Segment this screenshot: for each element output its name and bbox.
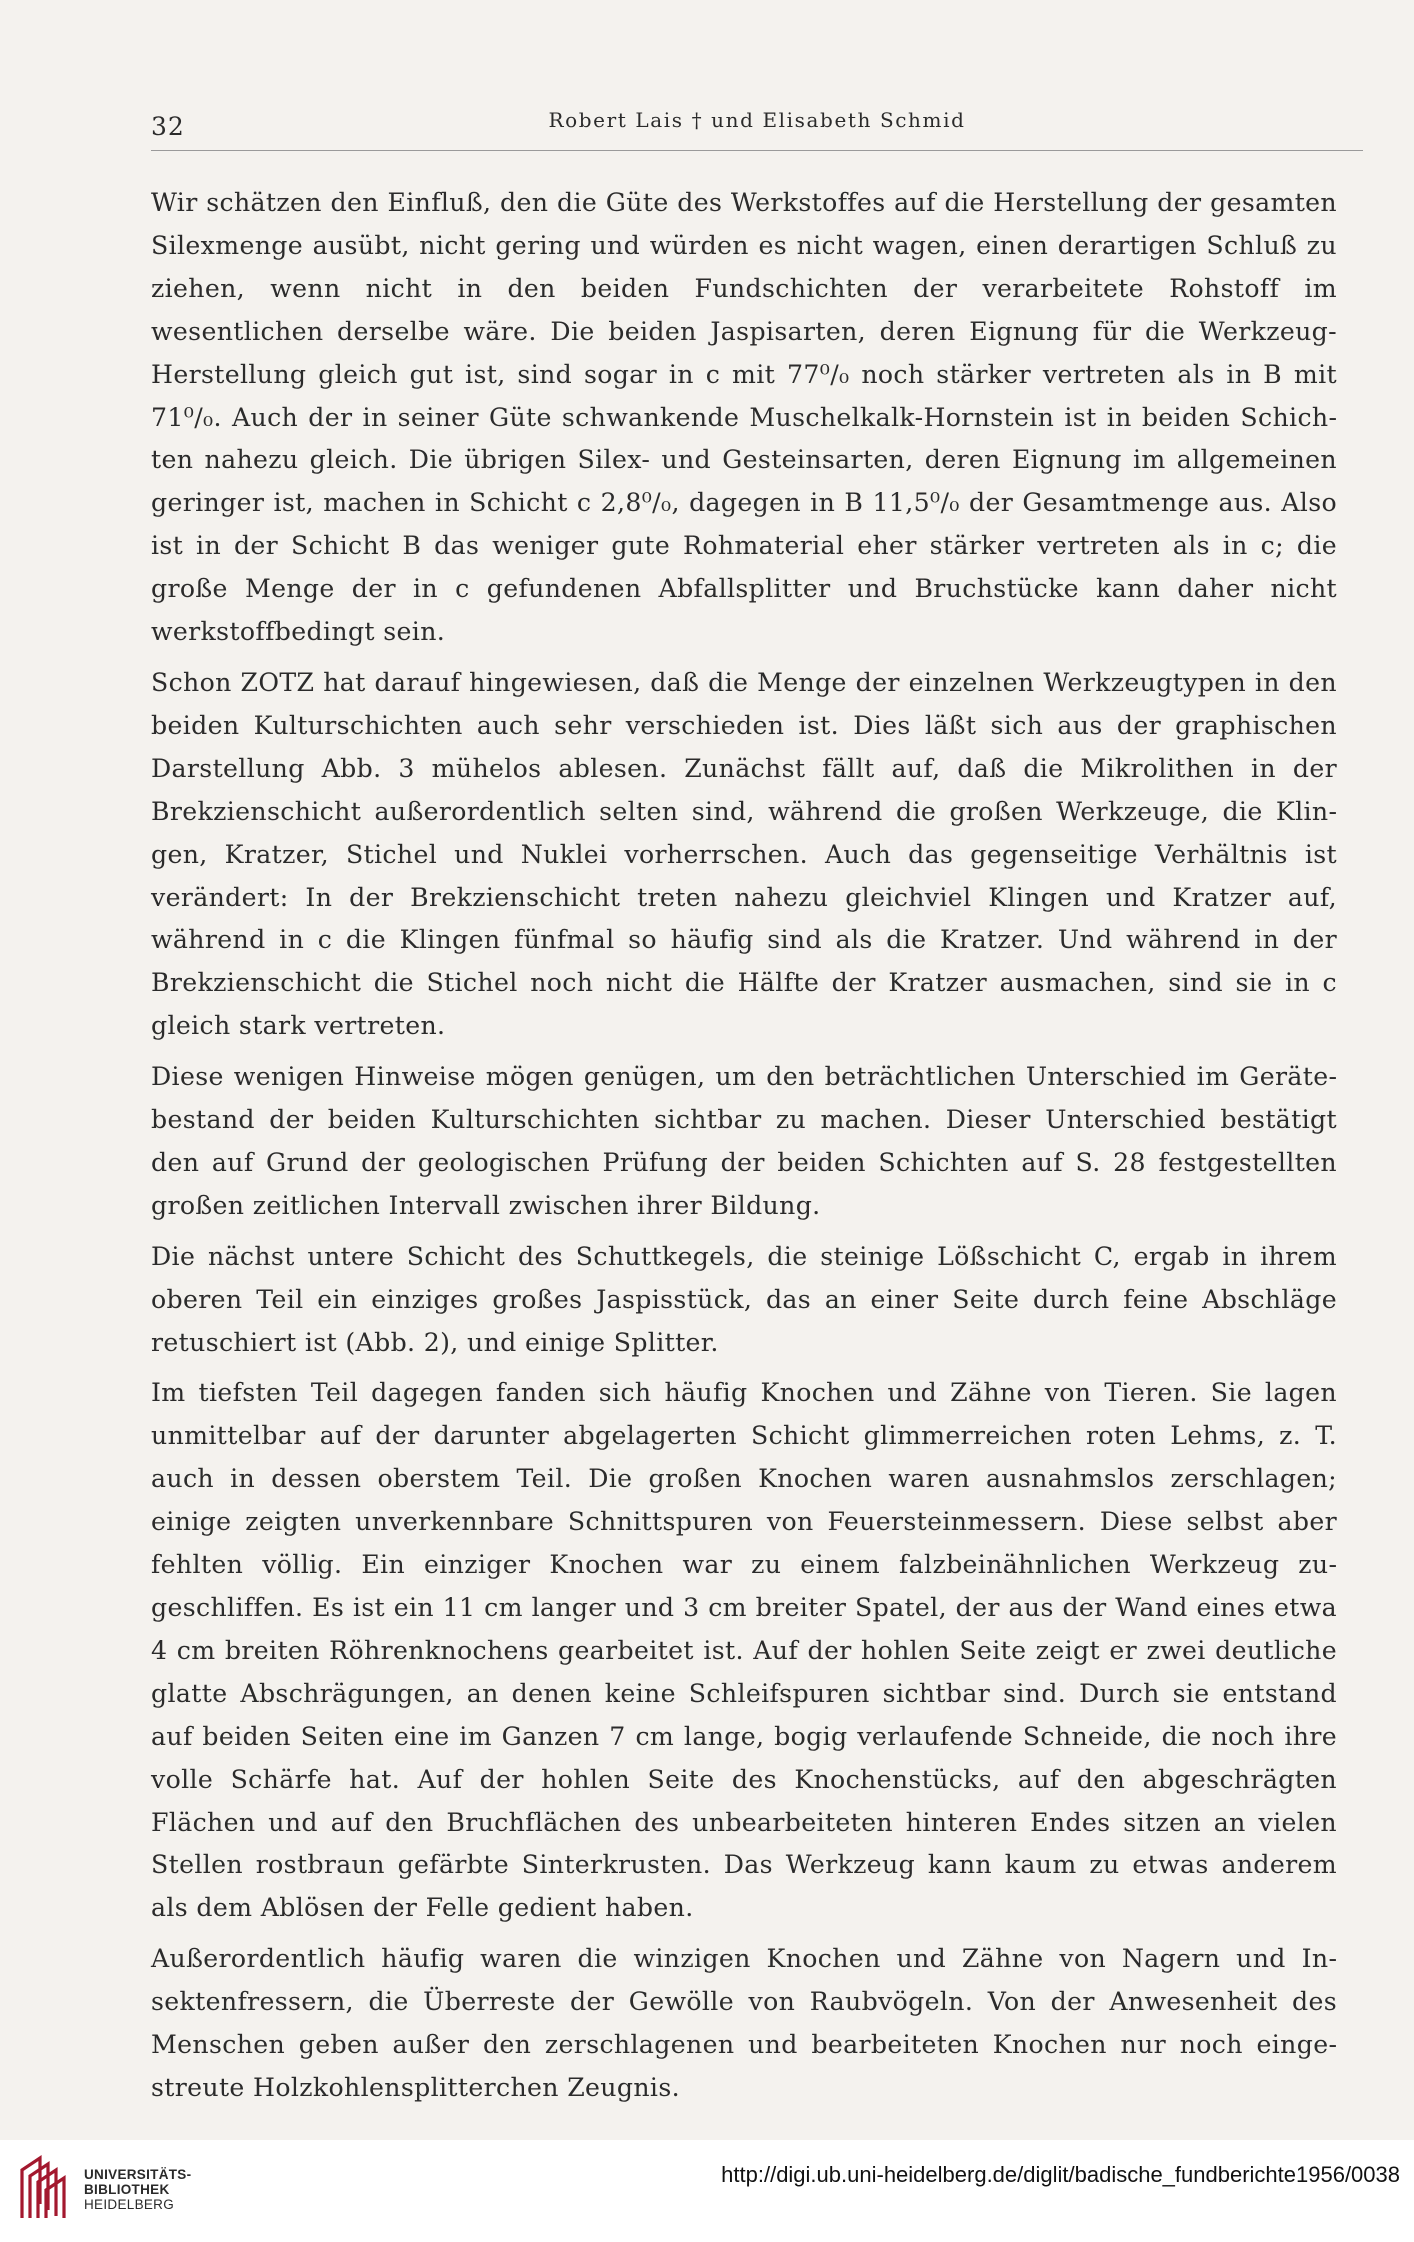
running-title: Robert Lais † und Elisabeth Schmid: [548, 108, 966, 132]
paragraph: Diese wenigen Hinweise mögen genügen, um den beträchtlichen Unterschied im Gerätebestand der beiden Kulturschichten sichtbar zu machen. Dieser Unterschied bestätigt den auf Grund der geologischen Prüfung der beiden Schichten auf S. 28 festgestellten großen zeitlichen Intervall zwischen ihrer Bildung.: [151, 1062, 1337, 1220]
body-text: [151, 182, 1337, 2118]
page-number: 32: [151, 112, 185, 141]
paragraph: Außerordentlich häufig waren die winzigen Knochen und Zähne von Nagern und Insektenfressern, die Überreste der Gewölle von Raubvögeln. Von der Anwesenheit des Menschen geben außer den zerschlagenen und bearbeiteten Knochen nur noch eingestreute Holzkohlensplitterchen Zeugnis.: [151, 1944, 1337, 2102]
paragraph: Die nächst untere Schicht des Schuttkegels, die steinige Lößschicht C, ergab in ihrem oberen Teil ein einziges großes Jaspisstück, das an einer Seite durch feine Abschläge retuschiert ist (Abb. 2), und einige Splitter.: [151, 1241, 1337, 1357]
library-name-line1: UNIVERSITÄTS-: [84, 2167, 192, 2182]
digitization-footer: [0, 2140, 1414, 2242]
page-header: [151, 104, 1363, 151]
library-name-line2: BIBLIOTHEK: [84, 2182, 170, 2197]
library-name-line3: HEIDELBERG: [84, 2197, 175, 2212]
university-library-logo-icon: [14, 2152, 74, 2224]
paragraph: Wir schätzen den Einfluß, den die Güte des Werkstoffes auf die Herstellung der gesamten Silexmenge ausübt, nicht gering und würden es nicht wagen, einen derartigen Schluß zu ziehen, wenn nicht in den beiden Fundschichten der verarbeitete Rohstoff im wesentlichen derselbe wäre. Die beiden Jaspisarten, deren Eignung für die Werkzeug-Herstellung gleich gut ist, sind sogar in c mit 77⁰/₀ noch stärker vertreten als in B mit 71⁰/₀. Auch der in seiner Güte schwankende Muschelkalk-Hornstein ist in beiden Schichten nahezu gleich. Die übrigen Silex- und Gesteinsarten, deren Eignung im allgemeinen geringer ist, machen in Schicht c 2,8⁰/₀, dagegen in B 11,5⁰/₀ der Gesamtmenge aus. Also ist in der Schicht B das weniger gute Rohmaterial eher stärker vertreten als in c; die große Menge der in c gefundenen Abfallsplitter und Bruchstücke kann daher nicht werkstoffbedingt sein.: [151, 188, 1337, 647]
paragraph: Im tiefsten Teil dagegen fanden sich häufig Knochen und Zähne von Tieren. Sie lagen unmittelbar auf der darunter abgelagerten Schicht glimmerreichen roten Lehms, z. T. auch in dessen oberstem Teil. Die großen Knochen waren ausnahmslos zerschlagen; einige zeigten unverkennbare Schnittspuren von Feuersteinmessern. Diese selbst aber fehlten völlig. Ein einziger Knochen war zu einem falzbeinähnlichen Werkzeug zugeschliffen. Es ist ein 11 cm langer und 3 cm breiter Spatel, der aus der Wand eines etwa 4 cm breiten Röhrenknochens gearbeitet ist. Auf der hohlen Seite zeigt er zwei deutliche glatte Abschrägungen, an denen keine Schleifspuren sichtbar sind. Durch sie entstand auf beiden Seiten eine im Ganzen 7 cm lange, bogig verlaufende Schneide, die noch ihre volle Schärfe hat. Auf der hohlen Seite des Knochenstücks, auf den abgeschrägten Flächen und auf den Bruchflächen des unbearbeiteten hinteren Endes sitzen an vielen Stellen rostbraun gefärbte Sinterkrusten. Das Werkzeug kann kaum zu etwas anderem als dem Ablösen der Felle gedient haben.: [151, 1378, 1337, 1923]
paragraph: Schon ZOTZ hat darauf hingewiesen, daß die Menge der einzelnen Werkzeugtypen in den beiden Kulturschichten auch sehr verschieden ist. Dies läßt sich aus der graphischen Darstellung Abb. 3 mühelos ablesen. Zunächst fällt auf, daß die Mikrolithen in der Brekzienschicht außerordentlich selten sind, während die großen Werkzeuge, die Klingen, Kratzer, Stichel und Nuklei vorherrschen. Auch das gegenseitige Verhältnis ist verändert: In der Brekzienschicht treten nahezu gleichviel Klingen und Kratzer auf, während in c die Klingen fünfmal so häufig sind als die Kratzer. Und während in der Brekzienschicht die Stichel noch nicht die Hälfte der Kratzer ausmachen, sind sie in c gleich stark vertreten.: [151, 667, 1337, 1041]
source-url-link[interactable]: http://digi.ub.uni-heidelberg.de/diglit/badische_fundberichte1956/0038: [721, 2162, 1400, 2187]
library-name: [84, 2167, 191, 2212]
